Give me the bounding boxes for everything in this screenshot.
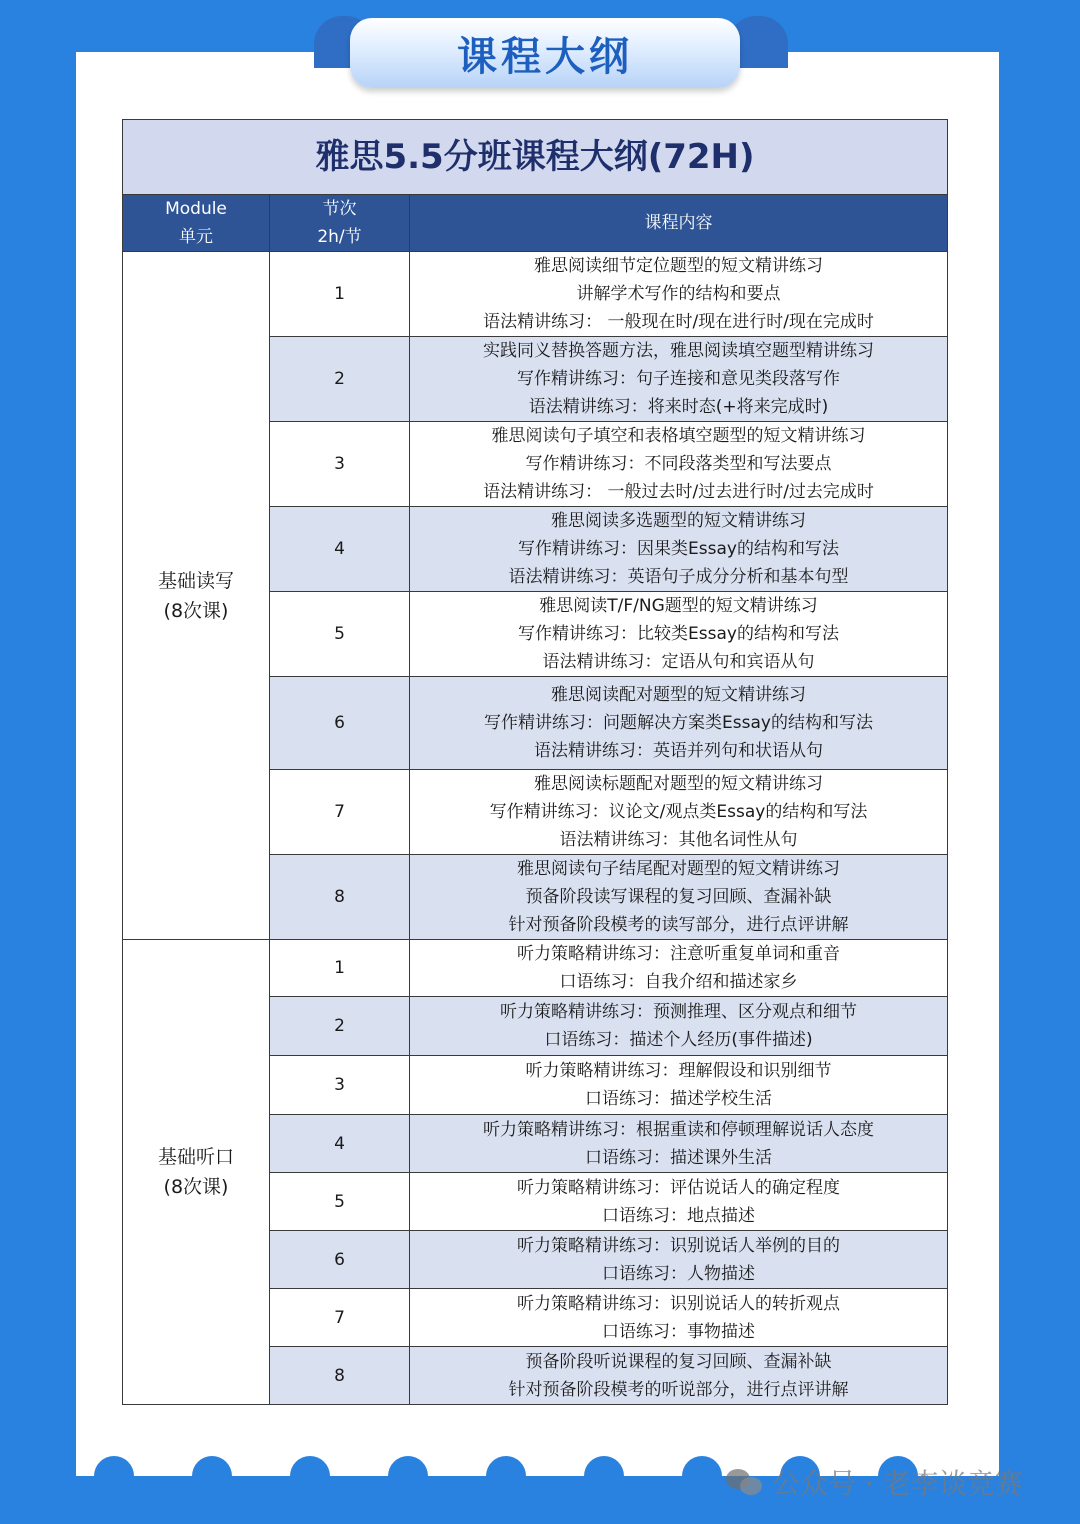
header-module [123, 195, 270, 252]
table-row [123, 940, 948, 997]
session-number: 2 [270, 337, 410, 422]
header-session-unit: 2h/节 [317, 227, 362, 247]
session-number: 5 [270, 592, 410, 677]
header-session [270, 195, 410, 252]
session-content [410, 855, 948, 940]
content-line: 雅思阅读多选题型的短文精讲练习 [551, 511, 806, 531]
session-number: 4 [270, 1115, 410, 1173]
content-line: 雅思阅读T/F/NG题型的短文精讲练习 [539, 596, 818, 616]
content-line: 口语练习：描述学校生活 [585, 1089, 772, 1109]
session-number: 6 [270, 677, 410, 770]
content-line: 听力策略精讲练习：预测推理、区分观点和细节 [500, 1002, 857, 1022]
session-content [410, 770, 948, 855]
table-title: 雅思5.5分班课程大纲(72H) [123, 120, 948, 195]
content-line: 雅思阅读标题配对题型的短文精讲练习 [534, 774, 823, 794]
module-label-line: (8次课) [163, 599, 229, 622]
session-content [410, 507, 948, 592]
wechat-icon [726, 1467, 764, 1497]
content-line: 语法精讲练习：英语句子成分分析和基本句型 [508, 567, 849, 587]
content-line: 语法精讲练习：其他名词性从句 [559, 830, 798, 850]
session-content [410, 1289, 948, 1347]
content-line: 写作精讲练习：议论文/观点类Essay的结构和写法 [489, 802, 868, 822]
session-content [410, 997, 948, 1056]
content-line: 听力策略精讲练习：注意听重复单词和重音 [517, 944, 840, 964]
content-line: 语法精讲练习：将来时态(+将来完成时) [528, 397, 829, 417]
content-line: 讲解学术写作的结构和要点 [576, 284, 781, 304]
module-label-line: (8次课) [163, 1176, 229, 1198]
session-number: 2 [270, 997, 410, 1056]
watermark [726, 1462, 1023, 1502]
content-line: 写作精讲练习：句子连接和意见类段落写作 [517, 369, 840, 389]
session-number: 5 [270, 1173, 410, 1231]
session-number: 3 [270, 1056, 410, 1115]
content-line: 雅思阅读句子结尾配对题型的短文精讲练习 [517, 859, 840, 879]
content-line: 语法精讲练习：英语并列句和状语从句 [534, 741, 823, 761]
content-line: 听力策略精讲练习：理解假设和识别细节 [525, 1061, 832, 1081]
session-number: 3 [270, 422, 410, 507]
section-banner [350, 18, 740, 88]
module-label-line: 基础读写 [157, 569, 234, 592]
content-line: 听力策略精讲练习：根据重读和停顿理解说话人态度 [483, 1119, 874, 1140]
session-content [410, 422, 948, 507]
content-line: 口语练习：描述个人经历(事件描述) [544, 1030, 813, 1050]
syllabus-table [122, 119, 948, 1405]
scallop [94, 1456, 134, 1496]
content-line: 写作精讲练习：因果类Essay的结构和写法 [518, 539, 839, 559]
table-row [123, 252, 948, 337]
scallop [682, 1456, 722, 1496]
session-number: 8 [270, 855, 410, 940]
session-content [410, 1115, 948, 1173]
syllabus-body [123, 252, 948, 1405]
content-line: 写作精讲练习：问题解决方案类Essay的结构和写法 [484, 713, 873, 733]
content-line: 预备阶段读写课程的复习回顾、查漏补缺 [525, 887, 832, 907]
content-line: 针对预备阶段模考的听说部分，进行点评讲解 [508, 1379, 849, 1400]
content-line: 口语练习：地点描述 [602, 1205, 755, 1226]
session-number: 8 [270, 1347, 410, 1405]
content-line: 口语练习：人物描述 [602, 1263, 755, 1284]
scallop [388, 1456, 428, 1496]
banner-title: 课程大纲 [457, 33, 633, 80]
content-line: 口语练习：事物描述 [602, 1321, 755, 1342]
scallop [192, 1456, 232, 1496]
content-line: 听力策略精讲练习：识别说话人举例的目的 [517, 1235, 840, 1256]
content-line: 听力策略精讲练习：评估说话人的确定程度 [517, 1177, 840, 1198]
session-content [410, 1231, 948, 1289]
session-content [410, 677, 948, 770]
content-line: 口语练习：自我介绍和描述家乡 [559, 972, 798, 992]
session-content [410, 252, 948, 337]
session-content [410, 592, 948, 677]
scallop [290, 1456, 330, 1496]
content-line: 预备阶段听说课程的复习回顾、查漏补缺 [525, 1351, 832, 1372]
content-line: 语法精讲练习： 一般现在时/现在进行时/现在完成时 [483, 312, 874, 332]
session-content [410, 1347, 948, 1405]
content-line: 雅思阅读句子填空和表格填空题型的短文精讲练习 [491, 426, 866, 446]
header-content: 课程内容 [410, 195, 948, 252]
header-session-label: 节次 [322, 199, 357, 219]
content-line: 针对预备阶段模考的读写部分，进行点评讲解 [508, 915, 849, 935]
watermark-text: 公众号 · 老李谈竞赛 [772, 1467, 1023, 1500]
content-line: 口语练习：描述课外生活 [585, 1147, 772, 1168]
session-content [410, 940, 948, 997]
content-line: 实践同义替换答题方法，雅思阅读填空题型精讲练习 [483, 341, 874, 361]
scallop [486, 1456, 526, 1496]
content-line: 听力策略精讲练习：识别说话人的转折观点 [517, 1293, 840, 1314]
content-line: 语法精讲练习： 一般过去时/过去进行时/过去完成时 [483, 482, 874, 502]
content-line: 雅思阅读细节定位题型的短文精讲练习 [534, 256, 823, 276]
content-line: 写作精讲练习：比较类Essay的结构和写法 [518, 624, 839, 644]
header-module-cn: 单元 [179, 227, 213, 247]
scallop [584, 1456, 624, 1496]
session-content [410, 1173, 948, 1231]
session-number: 7 [270, 1289, 410, 1347]
header-module-en: Module [165, 199, 227, 219]
session-number: 4 [270, 507, 410, 592]
module-cell [123, 252, 270, 940]
session-number: 1 [270, 252, 410, 337]
session-content [410, 1056, 948, 1115]
session-number: 1 [270, 940, 410, 997]
module-cell [123, 940, 270, 1405]
session-content [410, 337, 948, 422]
session-number: 7 [270, 770, 410, 855]
session-number: 6 [270, 1231, 410, 1289]
module-label-line: 基础听口 [157, 1146, 234, 1168]
content-line: 写作精讲练习：不同段落类型和写法要点 [525, 454, 832, 474]
content-line: 语法精讲练习：定语从句和宾语从句 [542, 652, 815, 672]
content-line: 雅思阅读配对题型的短文精讲练习 [551, 685, 806, 705]
